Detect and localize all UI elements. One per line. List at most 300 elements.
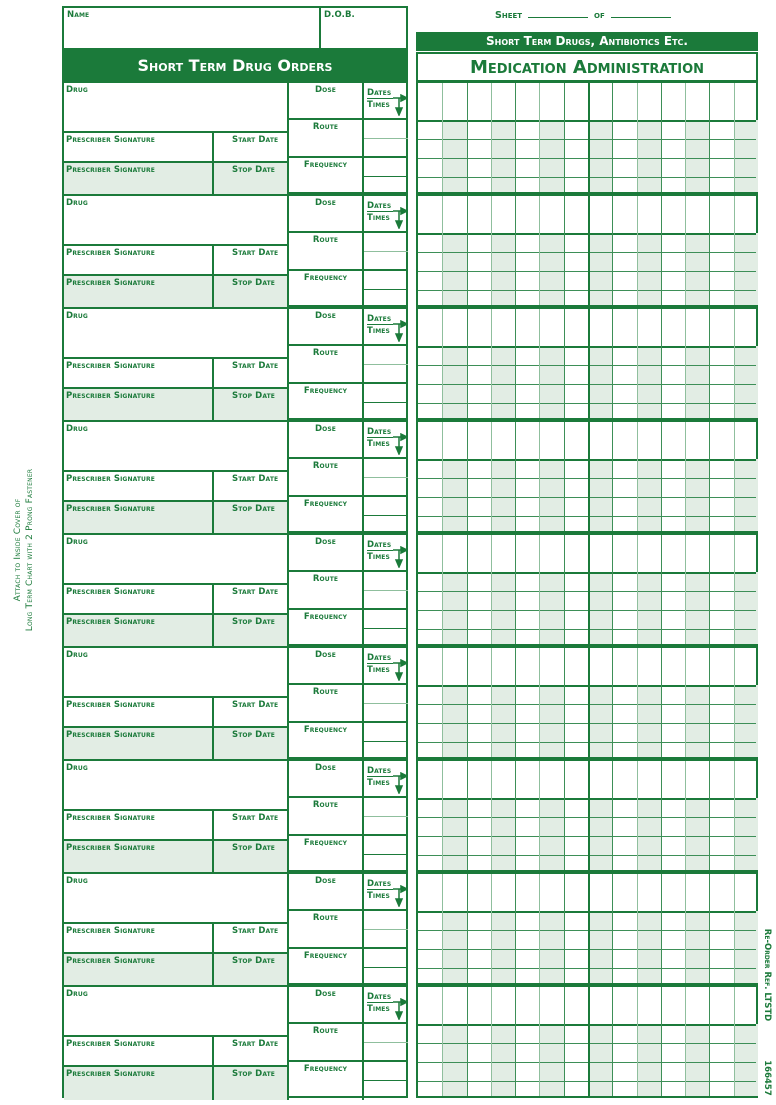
grid-row-line [418, 742, 756, 743]
shaded-column [637, 798, 661, 870]
shaded-column [685, 911, 709, 983]
date-cell[interactable] [709, 761, 733, 798]
date-cell[interactable] [734, 309, 758, 346]
dose-field[interactable] [289, 422, 364, 459]
time-slot-1[interactable] [364, 120, 408, 139]
date-cell[interactable] [564, 874, 588, 911]
dose-field[interactable] [289, 83, 364, 120]
date-cell[interactable] [491, 83, 515, 120]
stop-date-field[interactable] [214, 1067, 289, 1100]
prescriber-signature-start-field[interactable] [64, 133, 214, 163]
frequency-field[interactable] [289, 949, 364, 987]
stop-date-label: Stop Date [232, 956, 275, 966]
drug-field[interactable] [64, 987, 289, 1037]
time-slot-3[interactable] [364, 384, 408, 403]
date-cell[interactable] [685, 535, 709, 572]
prescriber-signature-start-field[interactable] [64, 1037, 214, 1067]
date-cell[interactable] [539, 761, 563, 798]
shaded-column [442, 233, 466, 305]
date-cell[interactable] [442, 422, 466, 459]
date-cell[interactable] [637, 535, 661, 572]
sheet-number-field[interactable] [528, 17, 588, 18]
time-slot-2[interactable] [364, 704, 408, 723]
shaded-column [539, 346, 563, 418]
grid-row-line [418, 139, 756, 140]
date-cell[interactable] [418, 987, 442, 1024]
administration-grid-block [416, 307, 758, 420]
start-date-field[interactable] [214, 472, 289, 502]
dose-field[interactable] [289, 535, 364, 572]
date-cell[interactable] [467, 83, 491, 120]
drug-field[interactable] [64, 83, 289, 133]
grid-row-line [418, 252, 756, 253]
grid-row-line [418, 1043, 756, 1044]
time-slot-1[interactable] [364, 233, 408, 252]
prescriber-signature-stop-field[interactable] [64, 163, 214, 196]
stop-date-field[interactable] [214, 163, 289, 196]
date-cell[interactable] [588, 196, 612, 233]
shaded-column [588, 685, 612, 757]
date-cell[interactable] [491, 761, 515, 798]
time-slot-1[interactable] [364, 1024, 408, 1043]
time-slot-2[interactable] [364, 930, 408, 949]
date-cell[interactable] [709, 987, 733, 1024]
drug-order-block [62, 307, 408, 420]
frequency-label: Frequency [303, 273, 348, 283]
grid-row-line [418, 459, 756, 461]
date-cell[interactable] [539, 309, 563, 346]
date-cell[interactable] [685, 648, 709, 685]
sheet-total-field[interactable] [611, 17, 671, 18]
date-cell[interactable] [515, 761, 539, 798]
drug-field[interactable] [64, 422, 289, 472]
date-cell[interactable] [685, 83, 709, 120]
route-field[interactable] [289, 1024, 364, 1062]
date-cell[interactable] [685, 422, 709, 459]
date-cell[interactable] [418, 874, 442, 911]
time-slot-1[interactable] [364, 685, 408, 704]
date-cell[interactable] [467, 422, 491, 459]
drug-field[interactable] [64, 648, 289, 698]
date-cell[interactable] [539, 535, 563, 572]
prescriber-signature-label: Prescriber Signature [66, 135, 155, 145]
date-cell[interactable] [709, 309, 733, 346]
date-cell[interactable] [685, 761, 709, 798]
date-cell[interactable] [467, 987, 491, 1024]
shaded-column [491, 1024, 515, 1096]
frequency-field[interactable] [289, 1062, 364, 1100]
time-slot-2[interactable] [364, 478, 408, 497]
date-cell[interactable] [661, 196, 685, 233]
time-slot-1[interactable] [364, 911, 408, 930]
date-cell[interactable] [539, 422, 563, 459]
date-cell[interactable] [612, 83, 636, 120]
frequency-field[interactable] [289, 497, 364, 535]
date-cell[interactable] [491, 422, 515, 459]
prescriber-signature-start-field[interactable] [64, 359, 214, 389]
date-cell[interactable] [588, 761, 612, 798]
date-cell[interactable] [661, 83, 685, 120]
prescriber-signature-start-field[interactable] [64, 924, 214, 954]
start-date-field[interactable] [214, 246, 289, 276]
date-cell[interactable] [588, 83, 612, 120]
dates-times-key [364, 648, 408, 685]
date-cell[interactable] [539, 987, 563, 1024]
route-field[interactable] [289, 346, 364, 384]
drug-order-block [62, 985, 408, 1098]
shaded-column [734, 685, 758, 757]
time-slot-3[interactable] [364, 158, 408, 177]
prescriber-signature-stop-field[interactable] [64, 841, 214, 874]
date-cell[interactable] [612, 535, 636, 572]
date-cell[interactable] [491, 987, 515, 1024]
date-cell[interactable] [418, 535, 442, 572]
date-cell[interactable] [661, 309, 685, 346]
date-cell[interactable] [661, 987, 685, 1024]
prescriber-signature-stop-field[interactable] [64, 615, 214, 648]
date-cell[interactable] [467, 761, 491, 798]
start-date-label: Start Date [232, 813, 279, 823]
date-cell[interactable] [564, 987, 588, 1024]
date-cell[interactable] [734, 648, 758, 685]
date-cell[interactable] [734, 196, 758, 233]
start-date-label: Start Date [232, 587, 279, 597]
date-cell[interactable] [709, 422, 733, 459]
date-cell[interactable] [442, 987, 466, 1024]
date-cell[interactable] [612, 422, 636, 459]
date-cell[interactable] [442, 648, 466, 685]
date-cell[interactable] [588, 648, 612, 685]
drug-field[interactable] [64, 196, 289, 246]
prescriber-signature-stop-field[interactable] [64, 502, 214, 535]
grid-row-line [418, 478, 756, 479]
date-cell[interactable] [685, 874, 709, 911]
start-date-field[interactable] [214, 585, 289, 615]
stop-date-field[interactable] [214, 954, 289, 987]
start-date-field[interactable] [214, 698, 289, 728]
prescriber-signature-stop-field[interactable] [64, 276, 214, 309]
date-cell[interactable] [709, 196, 733, 233]
route-field[interactable] [289, 798, 364, 836]
administration-grid-block [416, 985, 758, 1098]
date-cell[interactable] [734, 83, 758, 120]
form-number [758, 1055, 776, 1100]
date-cell[interactable] [564, 83, 588, 120]
prescriber-signature-stop-field[interactable] [64, 389, 214, 422]
stop-date-label: Stop Date [232, 617, 275, 627]
drug-field[interactable] [64, 535, 289, 585]
stop-date-field[interactable] [214, 276, 289, 309]
prescriber-signature-start-field[interactable] [64, 585, 214, 615]
date-cell[interactable] [709, 535, 733, 572]
date-cell[interactable] [491, 309, 515, 346]
start-date-field[interactable] [214, 133, 289, 163]
shaded-column [637, 459, 661, 531]
time-slot-1[interactable] [364, 346, 408, 365]
date-cell[interactable] [515, 535, 539, 572]
of-label: of [594, 10, 605, 21]
date-cell[interactable] [709, 874, 733, 911]
date-cell[interactable] [491, 648, 515, 685]
prescriber-signature-stop-field[interactable] [64, 1067, 214, 1100]
date-cell[interactable] [637, 987, 661, 1024]
time-slot-3[interactable] [364, 271, 408, 290]
administration-grid-block [416, 533, 758, 646]
time-slot-3[interactable] [364, 949, 408, 968]
dob-field[interactable] [323, 20, 405, 48]
date-cell[interactable] [442, 309, 466, 346]
date-cell[interactable] [467, 874, 491, 911]
frequency-field[interactable] [289, 836, 364, 874]
date-cell[interactable] [467, 196, 491, 233]
start-date-label: Start Date [232, 474, 279, 484]
date-cell[interactable] [564, 196, 588, 233]
time-slot-2[interactable] [364, 817, 408, 836]
time-slot-2[interactable] [364, 252, 408, 271]
date-cell[interactable] [685, 987, 709, 1024]
date-cell[interactable] [515, 309, 539, 346]
date-cell[interactable] [661, 648, 685, 685]
date-cell[interactable] [588, 535, 612, 572]
date-cell[interactable] [491, 535, 515, 572]
date-cell[interactable] [685, 309, 709, 346]
dose-field[interactable] [289, 761, 364, 798]
date-cell[interactable] [637, 874, 661, 911]
time-slot-3[interactable] [364, 836, 408, 855]
dates-label: Dates [367, 992, 392, 1002]
dose-field[interactable] [289, 987, 364, 1024]
stop-date-field[interactable] [214, 502, 289, 535]
time-slot-2[interactable] [364, 365, 408, 384]
time-slot-1[interactable] [364, 572, 408, 591]
date-cell[interactable] [491, 196, 515, 233]
date-cell[interactable] [564, 535, 588, 572]
date-cell[interactable] [564, 648, 588, 685]
grid-row-line [418, 629, 756, 630]
date-cell[interactable] [588, 987, 612, 1024]
frequency-field[interactable] [289, 158, 364, 196]
date-cell[interactable] [612, 648, 636, 685]
date-cell[interactable] [442, 196, 466, 233]
dates-underline [367, 98, 393, 99]
time-slot-1[interactable] [364, 798, 408, 817]
date-cell[interactable] [515, 422, 539, 459]
date-cell[interactable] [612, 196, 636, 233]
date-cell[interactable] [564, 761, 588, 798]
dose-field[interactable] [289, 648, 364, 685]
start-date-field[interactable] [214, 924, 289, 954]
date-cell[interactable] [637, 309, 661, 346]
grid-row-line [418, 346, 756, 348]
dates-label: Dates [367, 427, 392, 437]
date-cell[interactable] [709, 83, 733, 120]
date-cell[interactable] [637, 83, 661, 120]
date-cell[interactable] [612, 874, 636, 911]
shaded-column [442, 346, 466, 418]
date-cell[interactable] [442, 761, 466, 798]
times-label: Times [367, 1004, 390, 1014]
dates-underline [367, 437, 393, 438]
date-cell[interactable] [588, 309, 612, 346]
date-cell[interactable] [734, 535, 758, 572]
date-cell[interactable] [588, 422, 612, 459]
date-cell[interactable] [661, 874, 685, 911]
date-cell[interactable] [539, 83, 563, 120]
time-slot-2[interactable] [364, 591, 408, 610]
grid-row-line [418, 798, 756, 800]
time-slot-2[interactable] [364, 1043, 408, 1062]
date-cell[interactable] [734, 987, 758, 1024]
prescriber-signature-label: Prescriber Signature [66, 926, 155, 936]
date-cell[interactable] [734, 874, 758, 911]
route-field[interactable] [289, 572, 364, 610]
date-cell[interactable] [661, 535, 685, 572]
sheet-counter [495, 10, 677, 21]
frequency-label: Frequency [303, 1064, 348, 1074]
date-cell[interactable] [515, 83, 539, 120]
prescriber-signature-start-field[interactable] [64, 246, 214, 276]
dates-times-key [364, 83, 408, 120]
stop-date-label: Stop Date [232, 165, 275, 175]
date-cell[interactable] [515, 196, 539, 233]
date-cell[interactable] [539, 196, 563, 233]
shaded-column [491, 459, 515, 531]
date-cell[interactable] [418, 83, 442, 120]
date-cell[interactable] [637, 196, 661, 233]
date-cell[interactable] [661, 761, 685, 798]
drug-field[interactable] [64, 309, 289, 359]
date-cell[interactable] [564, 309, 588, 346]
route-field[interactable] [289, 911, 364, 949]
date-cell[interactable] [661, 422, 685, 459]
shaded-column [685, 346, 709, 418]
time-slot-2[interactable] [364, 139, 408, 158]
drug-label: Drug [66, 650, 88, 660]
date-cell[interactable] [709, 648, 733, 685]
date-cell[interactable] [539, 874, 563, 911]
start-date-field[interactable] [214, 1037, 289, 1067]
shaded-column [491, 233, 515, 305]
date-cell[interactable] [418, 648, 442, 685]
frequency-field[interactable] [289, 384, 364, 422]
name-field[interactable] [66, 20, 316, 48]
date-cell[interactable] [734, 422, 758, 459]
date-cell[interactable] [612, 761, 636, 798]
frequency-field[interactable] [289, 610, 364, 648]
date-cell[interactable] [515, 874, 539, 911]
date-cell[interactable] [491, 874, 515, 911]
date-cell[interactable] [612, 309, 636, 346]
dates-underline [367, 663, 393, 664]
date-cell[interactable] [637, 648, 661, 685]
date-cell[interactable] [467, 309, 491, 346]
date-cell[interactable] [442, 535, 466, 572]
prescriber-signature-start-field[interactable] [64, 472, 214, 502]
frequency-field[interactable] [289, 723, 364, 761]
route-label: Route [312, 235, 339, 245]
date-cell[interactable] [418, 196, 442, 233]
shaded-column [442, 572, 466, 644]
start-date-field[interactable] [214, 811, 289, 841]
dose-label: Dose [315, 537, 336, 547]
start-date-label: Start Date [232, 361, 279, 371]
time-slot-4[interactable] [364, 1081, 408, 1100]
shaded-column [539, 572, 563, 644]
date-cell[interactable] [685, 196, 709, 233]
prescriber-signature-start-field[interactable] [64, 811, 214, 841]
stop-date-field[interactable] [214, 389, 289, 422]
start-date-label: Start Date [232, 700, 279, 710]
drug-field[interactable] [64, 761, 289, 811]
grid-row-line [418, 1024, 756, 1026]
route-label: Route [312, 574, 339, 584]
side-note-line-2: Long Term Chart with 2 Prong Fastener [25, 468, 35, 632]
grid-row-line [418, 930, 756, 931]
date-cell[interactable] [637, 761, 661, 798]
prescriber-signature-start-field[interactable] [64, 698, 214, 728]
time-slot-3[interactable] [364, 497, 408, 516]
route-field[interactable] [289, 120, 364, 158]
time-slot-1[interactable] [364, 459, 408, 478]
shaded-column [588, 798, 612, 870]
route-field[interactable] [289, 459, 364, 497]
shaded-column [588, 911, 612, 983]
start-date-field[interactable] [214, 359, 289, 389]
drug-label: Drug [66, 537, 88, 547]
dates-underline [367, 324, 393, 325]
time-slot-3[interactable] [364, 1062, 408, 1081]
stop-date-label: Stop Date [232, 1069, 275, 1079]
date-cell[interactable] [588, 874, 612, 911]
dose-field[interactable] [289, 874, 364, 911]
time-slot-3[interactable] [364, 723, 408, 742]
date-cell[interactable] [418, 761, 442, 798]
date-cell[interactable] [734, 761, 758, 798]
date-cell[interactable] [515, 648, 539, 685]
date-cell[interactable] [467, 535, 491, 572]
date-cell[interactable] [442, 83, 466, 120]
date-cell[interactable] [418, 309, 442, 346]
dose-field[interactable] [289, 196, 364, 233]
frequency-field[interactable] [289, 271, 364, 309]
time-slot-3[interactable] [364, 610, 408, 629]
route-field[interactable] [289, 233, 364, 271]
date-cell[interactable] [539, 648, 563, 685]
date-cell[interactable] [637, 422, 661, 459]
stop-date-field[interactable] [214, 841, 289, 874]
date-cell[interactable] [564, 422, 588, 459]
drug-field[interactable] [64, 874, 289, 924]
dose-field[interactable] [289, 309, 364, 346]
date-cell[interactable] [418, 422, 442, 459]
prescriber-signature-stop-field[interactable] [64, 728, 214, 761]
grid-row-line [418, 365, 756, 366]
date-cell[interactable] [467, 648, 491, 685]
stop-date-field[interactable] [214, 615, 289, 648]
date-cell[interactable] [442, 874, 466, 911]
shaded-column [685, 572, 709, 644]
times-label: Times [367, 891, 390, 901]
prescriber-signature-stop-field[interactable] [64, 954, 214, 987]
date-cell[interactable] [612, 987, 636, 1024]
times-label: Times [367, 326, 390, 336]
shaded-column [491, 798, 515, 870]
route-label: Route [312, 348, 339, 358]
route-field[interactable] [289, 685, 364, 723]
date-cell[interactable] [515, 987, 539, 1024]
grid-row-line [418, 911, 756, 913]
stop-date-field[interactable] [214, 728, 289, 761]
